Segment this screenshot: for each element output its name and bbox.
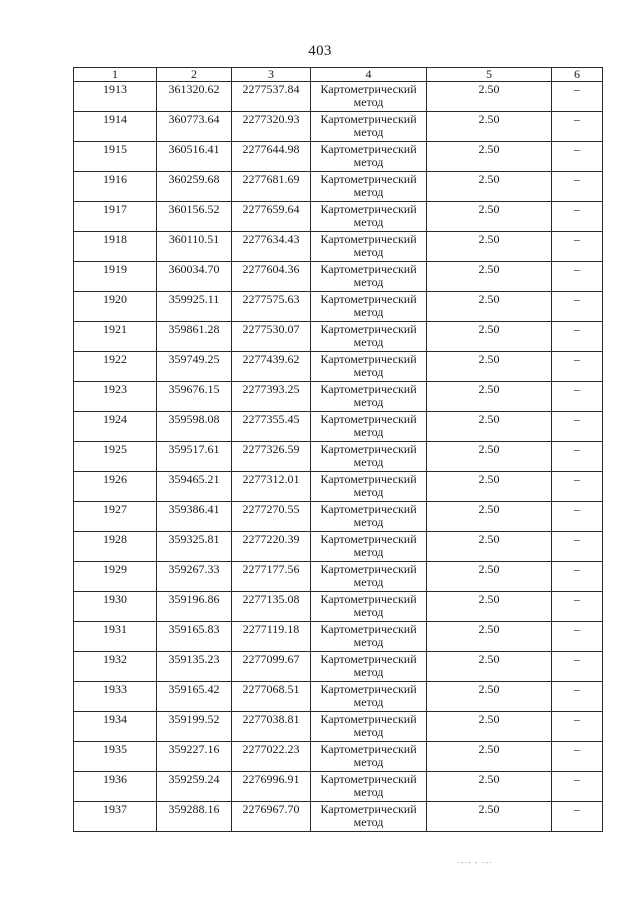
extra-cell: – bbox=[552, 562, 603, 592]
accuracy-cell: 2.50 bbox=[427, 142, 552, 172]
x-coordinate-cell: 359676.15 bbox=[157, 382, 232, 412]
table-row bbox=[74, 772, 603, 802]
point-number-cell: 1919 bbox=[74, 262, 157, 292]
y-coordinate-cell: 2277220.39 bbox=[232, 532, 311, 562]
method-line-1: Картометрический bbox=[320, 592, 417, 606]
x-coordinate-cell: 359386.41 bbox=[157, 502, 232, 532]
x-coordinate-cell: 359267.33 bbox=[157, 562, 232, 592]
x-coordinate-cell: 360259.68 bbox=[157, 172, 232, 202]
method-line-2: метод bbox=[353, 815, 384, 829]
header-col-5: 5 bbox=[427, 68, 552, 82]
point-number-cell: 1926 bbox=[74, 472, 157, 502]
method-line-1: Картометрический bbox=[320, 712, 417, 726]
header-row bbox=[74, 68, 603, 82]
accuracy-cell: 2.50 bbox=[427, 562, 552, 592]
method-line-1: Картометрический bbox=[320, 382, 417, 396]
extra-cell: – bbox=[552, 322, 603, 352]
table-row bbox=[74, 232, 603, 262]
extra-cell: – bbox=[552, 202, 603, 232]
y-coordinate-cell: 2276996.91 bbox=[232, 772, 311, 802]
point-number-cell: 1915 bbox=[74, 142, 157, 172]
method-line-2: метод bbox=[353, 725, 384, 739]
point-number-cell: 1916 bbox=[74, 172, 157, 202]
accuracy-cell: 2.50 bbox=[427, 532, 552, 562]
point-number-cell: 1932 bbox=[74, 652, 157, 682]
table-row bbox=[74, 802, 603, 832]
extra-cell: – bbox=[552, 232, 603, 262]
method-cell bbox=[311, 532, 427, 562]
faint-stamp-mark: ·‑·‑ ‑ ·‑· bbox=[457, 858, 493, 867]
page-number: 403 bbox=[308, 43, 332, 59]
accuracy-cell: 2.50 bbox=[427, 592, 552, 622]
method-line-2: метод bbox=[353, 515, 384, 529]
table-row bbox=[74, 742, 603, 772]
method-line-2: метод bbox=[353, 545, 384, 559]
header-col-3: 3 bbox=[232, 68, 311, 82]
point-number-cell: 1918 bbox=[74, 232, 157, 262]
y-coordinate-cell: 2277604.36 bbox=[232, 262, 311, 292]
method-cell bbox=[311, 442, 427, 472]
point-number-cell: 1927 bbox=[74, 502, 157, 532]
header-col-4: 4 bbox=[311, 68, 427, 82]
point-number-cell: 1937 bbox=[74, 802, 157, 832]
accuracy-cell: 2.50 bbox=[427, 382, 552, 412]
method-line-2: метод bbox=[353, 755, 384, 769]
y-coordinate-cell: 2277681.69 bbox=[232, 172, 311, 202]
y-coordinate-cell: 2277270.55 bbox=[232, 502, 311, 532]
method-cell bbox=[311, 712, 427, 742]
method-line-2: метод bbox=[353, 155, 384, 169]
method-line-1: Картометрический bbox=[320, 562, 417, 576]
method-line-2: метод bbox=[353, 605, 384, 619]
header-col-2: 2 bbox=[157, 68, 232, 82]
method-cell bbox=[311, 682, 427, 712]
x-coordinate-cell: 359135.23 bbox=[157, 652, 232, 682]
extra-cell: – bbox=[552, 262, 603, 292]
method-cell bbox=[311, 292, 427, 322]
extra-cell: – bbox=[552, 742, 603, 772]
point-number-cell: 1914 bbox=[74, 112, 157, 142]
table-row bbox=[74, 442, 603, 472]
extra-cell: – bbox=[552, 412, 603, 442]
method-cell bbox=[311, 802, 427, 832]
y-coordinate-cell: 2277393.25 bbox=[232, 382, 311, 412]
accuracy-cell: 2.50 bbox=[427, 682, 552, 712]
x-coordinate-cell: 359749.25 bbox=[157, 352, 232, 382]
method-line-2: метод bbox=[353, 695, 384, 709]
y-coordinate-cell: 2277659.64 bbox=[232, 202, 311, 232]
method-cell bbox=[311, 652, 427, 682]
table-row bbox=[74, 382, 603, 412]
method-line-2: метод bbox=[353, 575, 384, 589]
method-line-2: метод bbox=[353, 215, 384, 229]
table-row bbox=[74, 142, 603, 172]
table-row bbox=[74, 592, 603, 622]
accuracy-cell: 2.50 bbox=[427, 82, 552, 112]
accuracy-cell: 2.50 bbox=[427, 502, 552, 532]
y-coordinate-cell: 2277135.08 bbox=[232, 592, 311, 622]
method-line-1: Картометрический bbox=[320, 802, 417, 816]
method-line-1: Картометрический bbox=[320, 172, 417, 186]
x-coordinate-cell: 359199.52 bbox=[157, 712, 232, 742]
x-coordinate-cell: 359165.42 bbox=[157, 682, 232, 712]
method-cell bbox=[311, 742, 427, 772]
table-header bbox=[74, 68, 603, 82]
point-number-cell: 1913 bbox=[74, 82, 157, 112]
accuracy-cell: 2.50 bbox=[427, 232, 552, 262]
x-coordinate-cell: 359165.83 bbox=[157, 622, 232, 652]
extra-cell: – bbox=[552, 682, 603, 712]
accuracy-cell: 2.50 bbox=[427, 622, 552, 652]
x-coordinate-cell: 360156.52 bbox=[157, 202, 232, 232]
x-coordinate-cell: 359196.86 bbox=[157, 592, 232, 622]
method-line-2: метод bbox=[353, 635, 384, 649]
table-row bbox=[74, 172, 603, 202]
accuracy-cell: 2.50 bbox=[427, 112, 552, 142]
method-line-1: Картометрический bbox=[320, 232, 417, 246]
accuracy-cell: 2.50 bbox=[427, 712, 552, 742]
method-line-2: метод bbox=[353, 185, 384, 199]
method-line-1: Картометрический bbox=[320, 772, 417, 786]
x-coordinate-cell: 359325.81 bbox=[157, 532, 232, 562]
accuracy-cell: 2.50 bbox=[427, 202, 552, 232]
point-number-cell: 1917 bbox=[74, 202, 157, 232]
table-row bbox=[74, 322, 603, 352]
y-coordinate-cell: 2277038.81 bbox=[232, 712, 311, 742]
point-number-cell: 1936 bbox=[74, 772, 157, 802]
method-line-2: метод bbox=[353, 365, 384, 379]
table-row bbox=[74, 412, 603, 442]
method-line-1: Картометрический bbox=[320, 412, 417, 426]
y-coordinate-cell: 2277320.93 bbox=[232, 112, 311, 142]
method-cell bbox=[311, 82, 427, 112]
y-coordinate-cell: 2277177.56 bbox=[232, 562, 311, 592]
extra-cell: – bbox=[552, 352, 603, 382]
y-coordinate-cell: 2277537.84 bbox=[232, 82, 311, 112]
accuracy-cell: 2.50 bbox=[427, 172, 552, 202]
extra-cell: – bbox=[552, 502, 603, 532]
x-coordinate-cell: 359598.08 bbox=[157, 412, 232, 442]
accuracy-cell: 2.50 bbox=[427, 412, 552, 442]
extra-cell: – bbox=[552, 592, 603, 622]
y-coordinate-cell: 2277312.01 bbox=[232, 472, 311, 502]
x-coordinate-cell: 359227.16 bbox=[157, 742, 232, 772]
method-line-1: Картометрический bbox=[320, 322, 417, 336]
table-row bbox=[74, 652, 603, 682]
method-line-2: метод bbox=[353, 335, 384, 349]
method-line-1: Картометрический bbox=[320, 202, 417, 216]
method-line-1: Картометрический bbox=[320, 142, 417, 156]
header-col-1: 1 bbox=[74, 68, 157, 82]
table-row bbox=[74, 112, 603, 142]
accuracy-cell: 2.50 bbox=[427, 802, 552, 832]
extra-cell: – bbox=[552, 172, 603, 202]
table-row bbox=[74, 262, 603, 292]
x-coordinate-cell: 361320.62 bbox=[157, 82, 232, 112]
x-coordinate-cell: 360773.64 bbox=[157, 112, 232, 142]
method-line-1: Картометрический bbox=[320, 532, 417, 546]
method-line-2: метод bbox=[353, 95, 384, 109]
method-cell bbox=[311, 502, 427, 532]
extra-cell: – bbox=[552, 712, 603, 742]
extra-cell: – bbox=[552, 652, 603, 682]
header-col-6: 6 bbox=[552, 68, 603, 82]
method-line-1: Картометрический bbox=[320, 352, 417, 366]
method-line-2: метод bbox=[353, 455, 384, 469]
method-line-1: Картометрический bbox=[320, 502, 417, 516]
table-row bbox=[74, 472, 603, 502]
table-row bbox=[74, 682, 603, 712]
accuracy-cell: 2.50 bbox=[427, 472, 552, 502]
extra-cell: – bbox=[552, 382, 603, 412]
extra-cell: – bbox=[552, 292, 603, 322]
y-coordinate-cell: 2277530.07 bbox=[232, 322, 311, 352]
extra-cell: – bbox=[552, 112, 603, 142]
table-row bbox=[74, 82, 603, 112]
method-line-1: Картометрический bbox=[320, 82, 417, 96]
y-coordinate-cell: 2277575.63 bbox=[232, 292, 311, 322]
point-number-cell: 1930 bbox=[74, 592, 157, 622]
method-cell bbox=[311, 172, 427, 202]
table-body bbox=[74, 82, 603, 832]
method-line-2: метод bbox=[353, 785, 384, 799]
coordinates-table bbox=[73, 67, 603, 832]
x-coordinate-cell: 359465.21 bbox=[157, 472, 232, 502]
method-line-2: метод bbox=[353, 485, 384, 499]
table-row bbox=[74, 532, 603, 562]
point-number-cell: 1931 bbox=[74, 622, 157, 652]
table-row bbox=[74, 712, 603, 742]
method-line-2: метод bbox=[353, 425, 384, 439]
method-line-2: метод bbox=[353, 665, 384, 679]
method-line-2: метод bbox=[353, 245, 384, 259]
method-line-1: Картометрический bbox=[320, 472, 417, 486]
point-number-cell: 1929 bbox=[74, 562, 157, 592]
accuracy-cell: 2.50 bbox=[427, 262, 552, 292]
method-line-1: Картометрический bbox=[320, 292, 417, 306]
point-number-cell: 1933 bbox=[74, 682, 157, 712]
method-cell bbox=[311, 142, 427, 172]
method-line-2: метод bbox=[353, 395, 384, 409]
method-line-1: Картометрический bbox=[320, 442, 417, 456]
accuracy-cell: 2.50 bbox=[427, 322, 552, 352]
table-row bbox=[74, 202, 603, 232]
method-cell bbox=[311, 382, 427, 412]
y-coordinate-cell: 2277068.51 bbox=[232, 682, 311, 712]
table-row bbox=[74, 292, 603, 322]
point-number-cell: 1922 bbox=[74, 352, 157, 382]
y-coordinate-cell: 2277326.59 bbox=[232, 442, 311, 472]
point-number-cell: 1923 bbox=[74, 382, 157, 412]
extra-cell: – bbox=[552, 142, 603, 172]
point-number-cell: 1925 bbox=[74, 442, 157, 472]
accuracy-cell: 2.50 bbox=[427, 742, 552, 772]
method-line-2: метод bbox=[353, 275, 384, 289]
extra-cell: – bbox=[552, 442, 603, 472]
accuracy-cell: 2.50 bbox=[427, 772, 552, 802]
extra-cell: – bbox=[552, 802, 603, 832]
x-coordinate-cell: 359259.24 bbox=[157, 772, 232, 802]
table-row bbox=[74, 502, 603, 532]
table-row bbox=[74, 562, 603, 592]
y-coordinate-cell: 2277022.23 bbox=[232, 742, 311, 772]
table-row bbox=[74, 352, 603, 382]
method-cell bbox=[311, 772, 427, 802]
method-line-2: метод bbox=[353, 305, 384, 319]
method-cell bbox=[311, 202, 427, 232]
y-coordinate-cell: 2277439.62 bbox=[232, 352, 311, 382]
method-cell bbox=[311, 352, 427, 382]
x-coordinate-cell: 360034.70 bbox=[157, 262, 232, 292]
point-number-cell: 1921 bbox=[74, 322, 157, 352]
x-coordinate-cell: 359925.11 bbox=[157, 292, 232, 322]
y-coordinate-cell: 2277119.18 bbox=[232, 622, 311, 652]
method-cell bbox=[311, 622, 427, 652]
point-number-cell: 1934 bbox=[74, 712, 157, 742]
x-coordinate-cell: 359517.61 bbox=[157, 442, 232, 472]
y-coordinate-cell: 2277355.45 bbox=[232, 412, 311, 442]
accuracy-cell: 2.50 bbox=[427, 652, 552, 682]
method-cell bbox=[311, 592, 427, 622]
method-line-2: метод bbox=[353, 125, 384, 139]
method-cell bbox=[311, 412, 427, 442]
x-coordinate-cell: 360516.41 bbox=[157, 142, 232, 172]
extra-cell: – bbox=[552, 82, 603, 112]
accuracy-cell: 2.50 bbox=[427, 352, 552, 382]
method-cell bbox=[311, 262, 427, 292]
y-coordinate-cell: 2276967.70 bbox=[232, 802, 311, 832]
method-line-1: Картометрический bbox=[320, 652, 417, 666]
extra-cell: – bbox=[552, 772, 603, 802]
extra-cell: – bbox=[552, 622, 603, 652]
x-coordinate-cell: 359861.28 bbox=[157, 322, 232, 352]
method-cell bbox=[311, 112, 427, 142]
table-row bbox=[74, 622, 603, 652]
x-coordinate-cell: 359288.16 bbox=[157, 802, 232, 832]
method-cell bbox=[311, 232, 427, 262]
point-number-cell: 1928 bbox=[74, 532, 157, 562]
point-number-cell: 1920 bbox=[74, 292, 157, 322]
method-line-1: Картометрический bbox=[320, 742, 417, 756]
method-cell bbox=[311, 562, 427, 592]
point-number-cell: 1935 bbox=[74, 742, 157, 772]
method-cell bbox=[311, 472, 427, 502]
y-coordinate-cell: 2277099.67 bbox=[232, 652, 311, 682]
accuracy-cell: 2.50 bbox=[427, 442, 552, 472]
x-coordinate-cell: 360110.51 bbox=[157, 232, 232, 262]
point-number-cell: 1924 bbox=[74, 412, 157, 442]
method-line-1: Картометрический bbox=[320, 682, 417, 696]
method-cell bbox=[311, 322, 427, 352]
method-line-1: Картометрический bbox=[320, 622, 417, 636]
method-line-1: Картометрический bbox=[320, 112, 417, 126]
extra-cell: – bbox=[552, 472, 603, 502]
y-coordinate-cell: 2277644.98 bbox=[232, 142, 311, 172]
method-line-1: Картометрический bbox=[320, 262, 417, 276]
y-coordinate-cell: 2277634.43 bbox=[232, 232, 311, 262]
accuracy-cell: 2.50 bbox=[427, 292, 552, 322]
extra-cell: – bbox=[552, 532, 603, 562]
